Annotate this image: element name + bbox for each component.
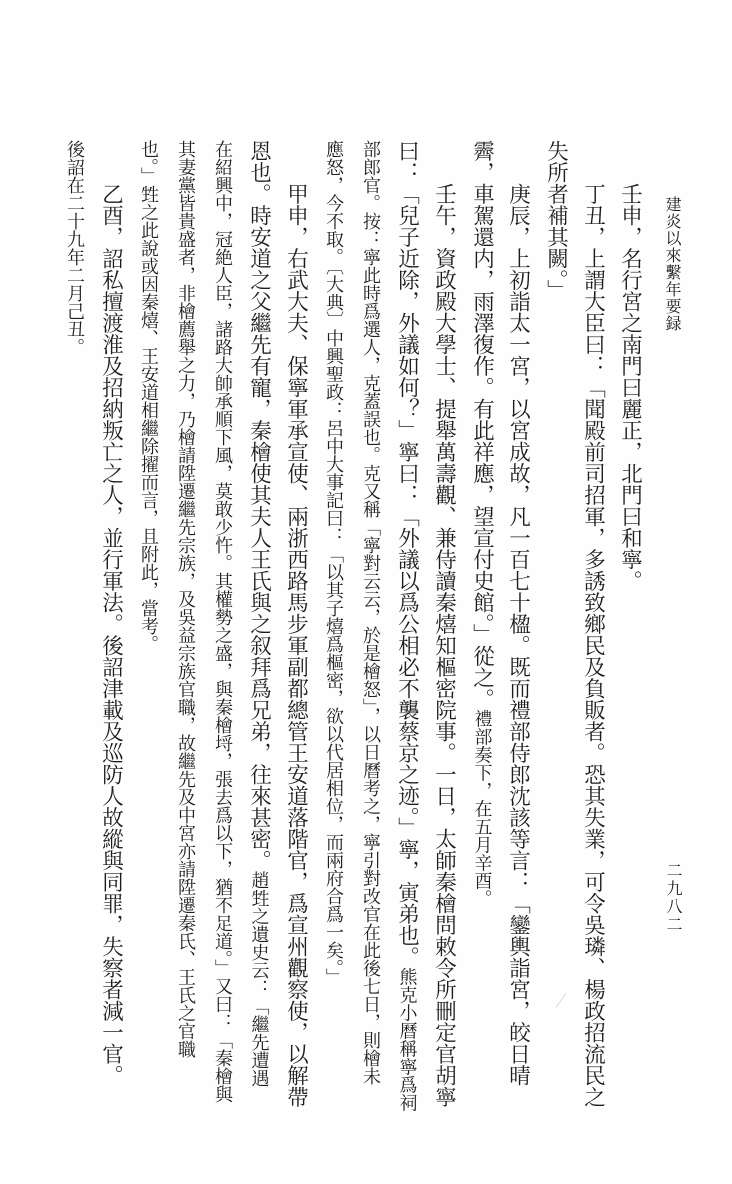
main-text: 恩也。時安道之父繼先有寵，秦檜使其夫人王氏與之叙拜爲兄弟，往來甚密。 <box>246 140 272 871</box>
text-column-6 <box>433 183 455 1108</box>
annotation-text: 後詔在二十九年二月己丑。 <box>64 140 85 356</box>
text-column-10 <box>285 183 307 1108</box>
annotation-text: 在紹興中，冠絶人臣，諸路大帥承順下風，莫敢少忤。其權勢之盛，與秦檜埒，張去爲以下，猶不足道。」又曰：「秦檜與 <box>212 140 233 1103</box>
text-column-9 <box>324 140 342 986</box>
main-text: 乙酉，詔私擅渡淮及招納叛亡之人，並行軍法。後詔津載及巡防人故縱與同罪，失察者減一官。 <box>98 183 124 1086</box>
annotation-text: 部郎官。按：寧此時爲選人，克蓋誤也。克又稱「寧對云云，於是檜怒」，以日曆考之，寧引對改官在此後七日，則檜未 <box>360 140 381 1085</box>
main-text: 曰：「兒子近除，外議如何？」寧曰：「外議以爲公相必不襲蔡京之迹。」寧，寅弟也。 <box>394 140 420 968</box>
annotation-text: 其妻黨皆貴盛者，非檜薦舉之力，乃檜請陞遷繼先宗族，及吳益宗族官職，故繼先及中宮亦請陞遷秦氏、王氏之官職 <box>175 140 196 1058</box>
text-column-11 <box>248 140 270 1087</box>
running-title: 建炎以來繫年要録 <box>663 196 682 332</box>
main-text: 丁丑，上謂大臣曰：「聞殿前司招軍，多誘致鄉民及負販者。恐其失業，可令吳璘、楊政招流民之 <box>580 183 606 1108</box>
text-column-15 <box>100 183 122 1086</box>
text-column-2 <box>582 183 604 1108</box>
paper-scratch <box>555 993 566 1008</box>
text-column-5 <box>471 140 493 908</box>
main-text: 壬午，資政殿大學士、提舉萬壽觀、兼侍讀秦熺知樞密院事。一日，太師秦檜問敕令所刪定官胡寧 <box>431 183 457 1108</box>
text-column-13 <box>176 140 194 1058</box>
text-column-1 <box>619 183 641 592</box>
annotation-text: 趙甡之遺史云：「繼先遭遇 <box>248 871 270 1087</box>
main-text: 庚辰，上初詣太一宮，以宮成故，凡一百七十楹。既而禮部侍郎沈該等言：「鑾輿詣宮，皎日晴 <box>505 183 531 1086</box>
main-text: 失所者補其闕。」 <box>543 140 569 302</box>
annotation-text: 熊克小曆稱寧爲祠 <box>396 967 418 1112</box>
text-column-7 <box>396 140 418 1112</box>
main-text: 霽，車駕還内，雨澤復作。有此祥應，望宣付史館。」從之。 <box>469 140 495 710</box>
text-column-14 <box>139 140 157 653</box>
annotation-text: 也。」甡之此說或因秦熺、王安道相繼除擢而言，且附此，當考。 <box>138 140 159 653</box>
main-text: 壬申，名行宮之南門曰麗正，北門曰和寧。 <box>617 183 643 592</box>
text-column-3 <box>545 140 567 301</box>
text-column-16 <box>65 140 83 356</box>
page-number: 二九八二 <box>664 862 683 934</box>
annotation-text: 禮部奏下，在五月辛酉。 <box>471 709 493 908</box>
annotation-text: 應怒，今不取。〔大典〕中興聖政：呂中大事記曰：「以其子熺爲樞密，欲以代居相位，而兩府合爲一矣。」 <box>323 140 344 986</box>
text-column-4 <box>507 183 529 1086</box>
main-text: 甲申，右武大夫、保寧軍承宣使、兩浙西路馬步軍副都總管王安道落階官，爲宣州觀察使，以解帶 <box>283 183 309 1108</box>
text-column-8 <box>361 140 379 1085</box>
text-column-12 <box>213 140 231 1103</box>
